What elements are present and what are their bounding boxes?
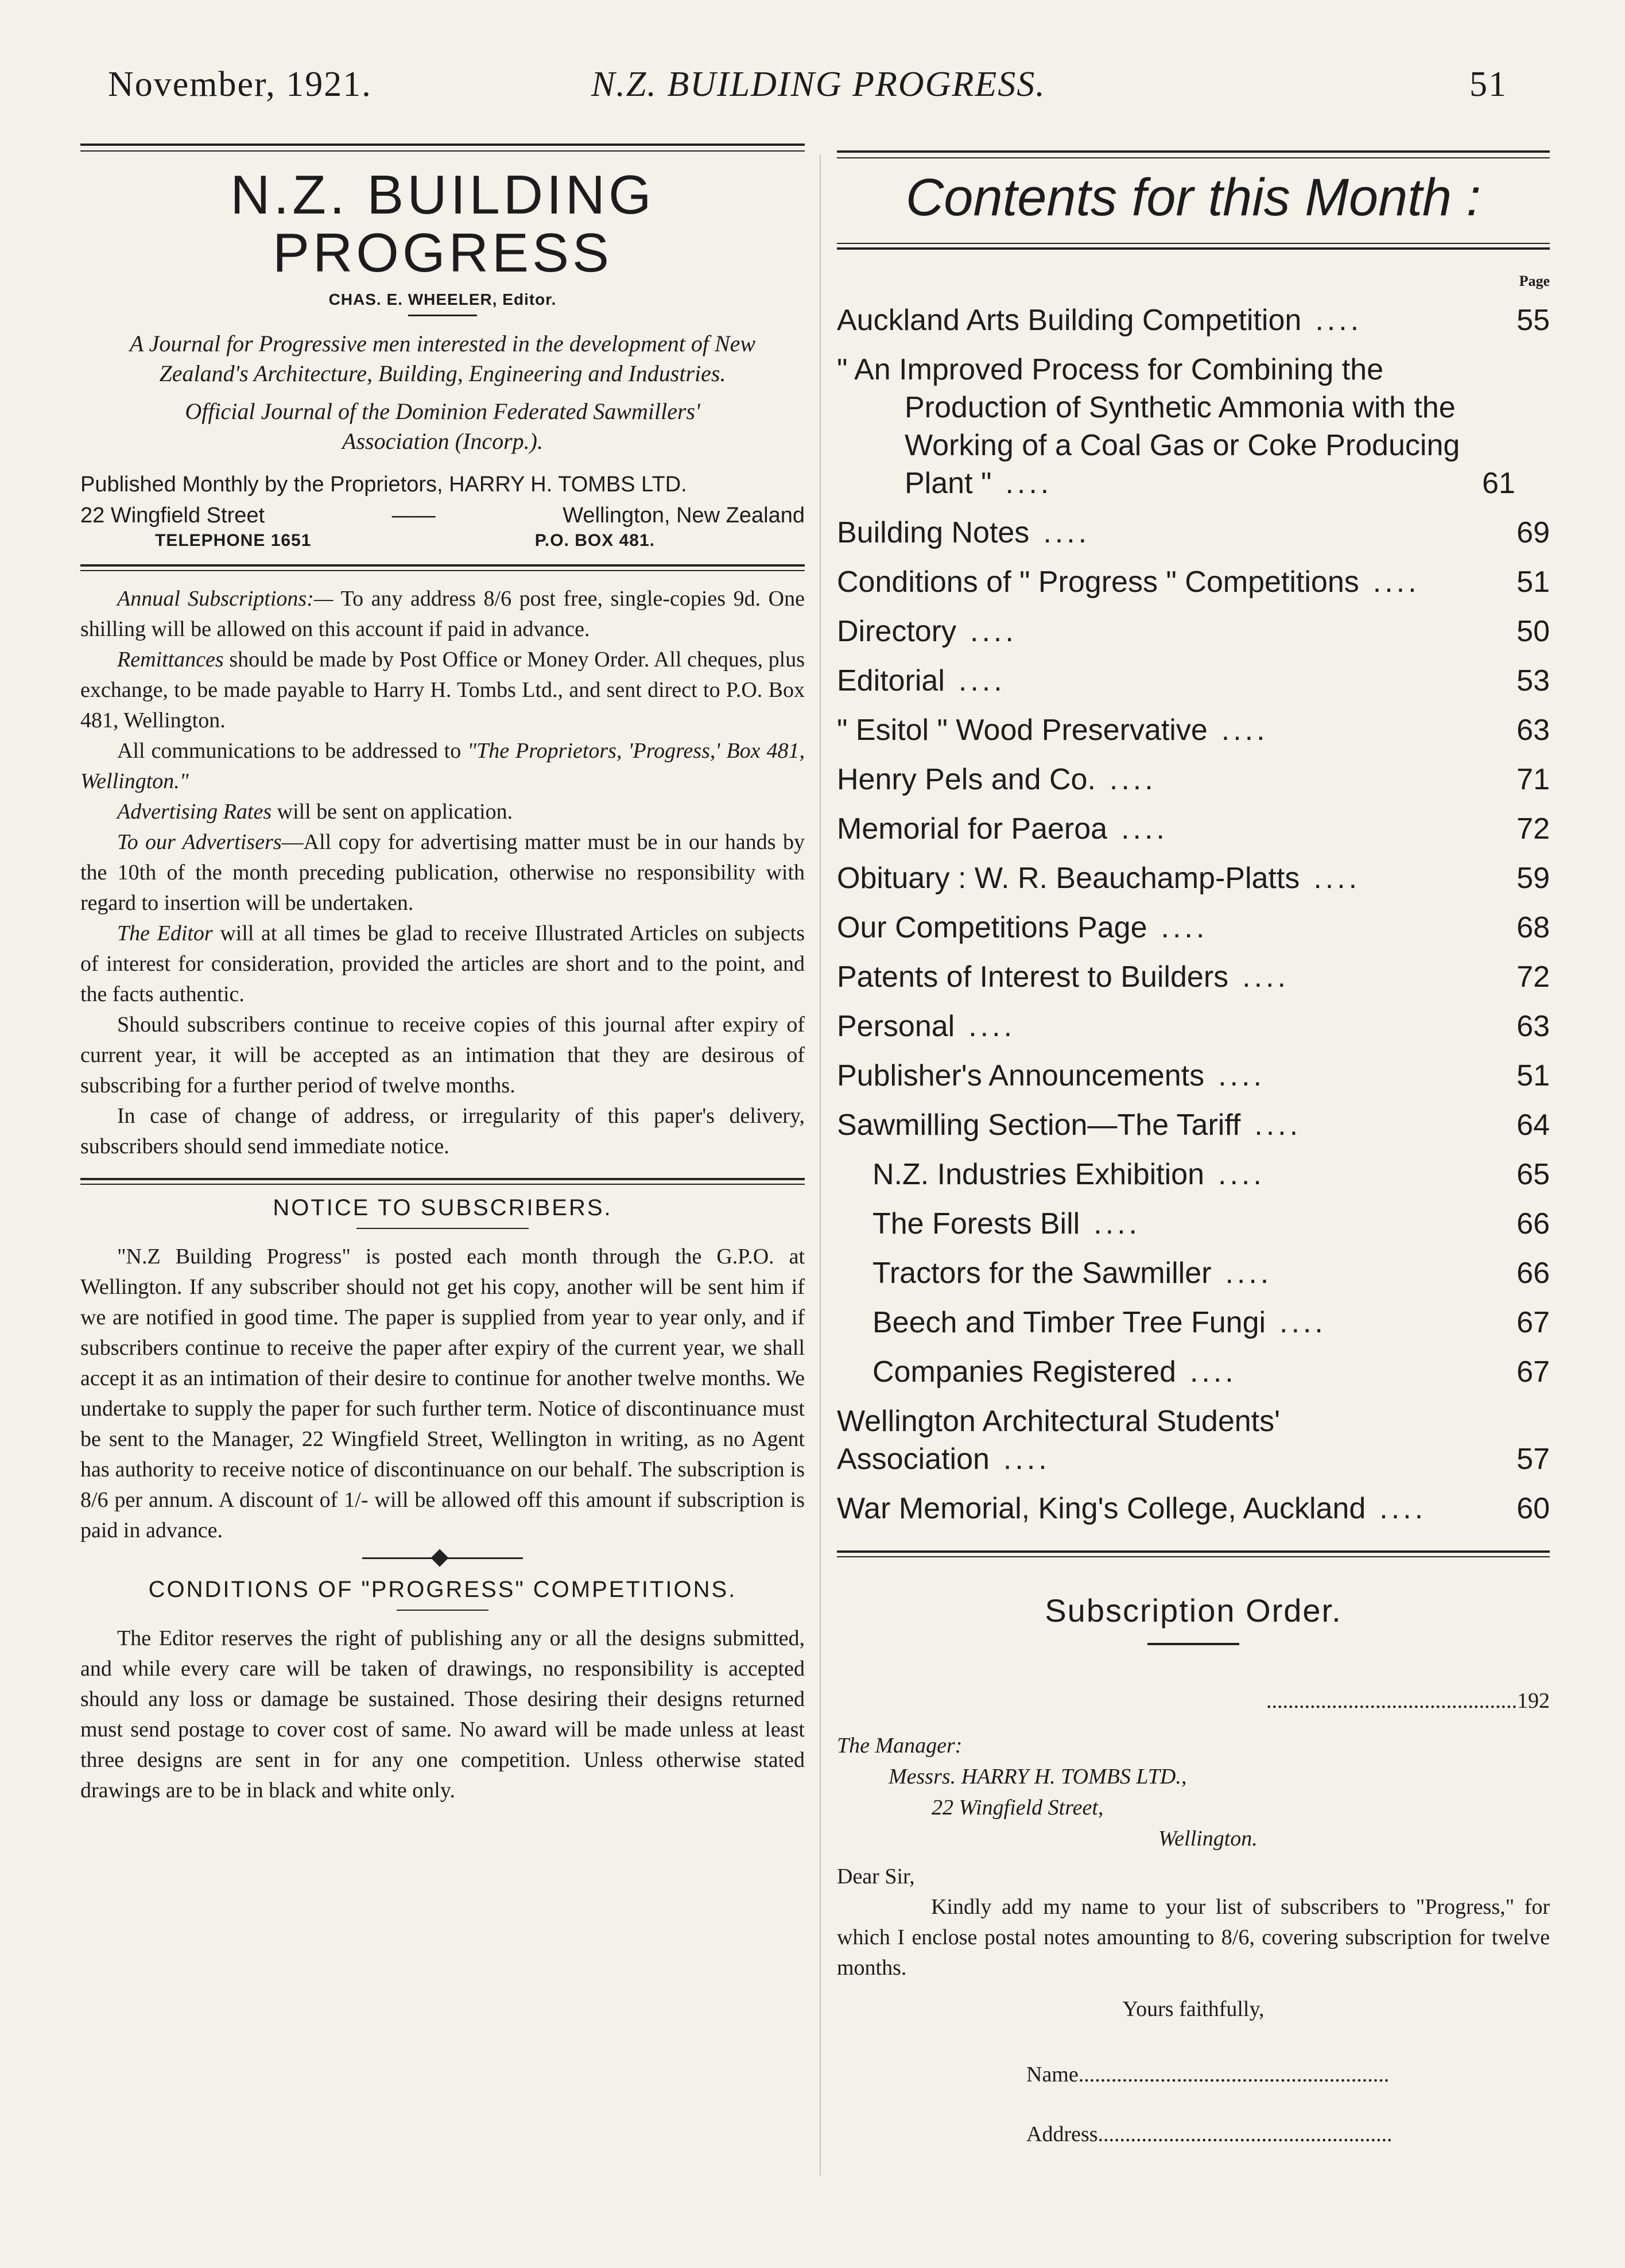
contents-item [837, 1205, 1550, 1243]
contents-item-title: The Forests Bill [872, 1207, 1080, 1240]
contents-item [837, 612, 1550, 650]
contents-item [837, 1402, 1550, 1478]
advertisers-label: To our Advertisers [117, 829, 282, 854]
contents-item-page: 59 [1517, 862, 1550, 895]
masthead-rule-2 [80, 570, 805, 571]
conditions-title-rule [397, 1610, 488, 1611]
contents-item-title: Wellington Architectural Students' Association [837, 1405, 1281, 1476]
contents-item [837, 1106, 1550, 1144]
contents-item [837, 1254, 1550, 1292]
contents-item [837, 563, 1550, 601]
contents-item-dots: .... [1372, 565, 1420, 599]
subscription-street: 22 Wingfield Street, [932, 1796, 1104, 1820]
published-by: Published Monthly by the Proprietors, HARRY H. TOMBS LTD. [80, 472, 687, 497]
contents-item-title: Patents of Interest to Builders [837, 960, 1229, 994]
header-date: November, 1921. [108, 65, 372, 104]
contents-item-page: 72 [1517, 812, 1550, 846]
advertising-label: Advertising Rates [117, 799, 272, 824]
contents-item-dots: .... [1221, 714, 1269, 747]
contents-item-page: 68 [1517, 911, 1550, 944]
notice-text: "N.Z Building Progress" is posted each month through the G.P.O. at Wellington. If any subscriber should not get his copy, another will be sent him if we are notified in good time. The paper is supplied from year to year only, and if subscribers continue to receive the paper after expiry of the current year, we shall accept it as an intimation of their desire to continue for another twelve months. We undertake to supply the paper for such further term. Notice of discontinuance must be sent to the Manager, 22 Wingfield Street, Wellington in writing, as no Agent has authority to receive notice of discontinuance on our behalf. The subscription is 8/6 per annum. A discount of 1/- will be allowed off this amount if subscription is paid in advance. [80, 1244, 805, 1542]
contents-item-dots: .... [958, 664, 1006, 697]
contents-item-title: Companies Registered [872, 1355, 1176, 1389]
contents-item-title: Building Notes [837, 516, 1030, 549]
contents-item [837, 301, 1550, 339]
contents-item [837, 1156, 1550, 1193]
contents-item-page: 60 [1517, 1492, 1550, 1525]
contents-item: " An Improved Process for Combining the Production of Synthetic Ammonia with the Working of a Coal Gas or Coke Producing Plant " .... 61 [837, 353, 1515, 500]
masthead-tagline: A Journal for Progressive men interested in the development of New Zealand's Architecture, Building, Engineering and Industries. [129, 330, 756, 386]
remittances-label: Remittances [117, 647, 224, 672]
street: 22 Wingfield Street [80, 503, 265, 528]
advertising-text: will be sent on application. [272, 799, 513, 824]
communications-address: "The Proprietors, 'Progress,' Box 481, Wellington." [80, 738, 805, 793]
notice-title: NOTICE TO SUBSCRIBERS. [273, 1195, 612, 1220]
contents-item-dots: .... [1242, 960, 1289, 994]
contents-item [837, 859, 1550, 897]
left-column [80, 155, 805, 1806]
contents-item-dots: .... [1315, 304, 1363, 337]
contents-item-dots: .... [1254, 1108, 1302, 1142]
contents-item-title: Henry Pels and Co. [837, 763, 1096, 796]
contents-item-page: 51 [1517, 1059, 1550, 1092]
contents-item-dots: .... [1121, 812, 1168, 846]
contents-item-page: 63 [1517, 1010, 1550, 1043]
contents-item-page: 69 [1517, 516, 1550, 549]
subscription-address-line[interactable]: Address...................................................... [1026, 2122, 1393, 2146]
conditions-title: CONDITIONS OF "PROGRESS" COMPETITIONS. [148, 1576, 737, 1602]
subscriptions-para [80, 584, 805, 645]
column-divider [820, 155, 821, 2176]
contents-end-rule-1 [837, 1550, 1550, 1553]
contents-item-dots: .... [968, 1010, 1016, 1043]
subscription-to: The Manager: [837, 1734, 963, 1758]
communications-text: All communications to be addressed to [117, 738, 468, 763]
contents-item [837, 1490, 1550, 1527]
subscriptions-text: To any address 8/6 post free, single-copies 9d. One shilling will be allowed on this account if paid in advance. [80, 586, 805, 641]
contents-item-title: War Memorial, King's College, Auckland [837, 1492, 1366, 1525]
contents-item-title: " An Improved Process for Combining the Production of Synthetic Ammonia with the Working of a Coal Gas or Coke Producing Plant " [837, 353, 1460, 500]
right-top-rule-1 [837, 150, 1550, 153]
masthead-rule [80, 564, 805, 567]
contents-item-page: 51 [1517, 565, 1550, 599]
contents-item [837, 909, 1550, 947]
editor-rule [408, 315, 477, 316]
renewal-para: Should subscribers continue to receive copies of this journal after expiry of current year, it will be accepted as an intimation that they are desirous of subscribing for a further period of twelve months. [80, 1012, 805, 1098]
ornament-divider [362, 1549, 523, 1567]
subscription-city: Wellington. [1158, 1827, 1258, 1851]
contents-item [837, 810, 1550, 848]
subscription-name-line[interactable]: Name......................................................... [1026, 2062, 1390, 2087]
header-journal: N.Z. BUILDING PROGRESS. [591, 65, 1046, 104]
contents-item-page: 72 [1517, 960, 1550, 994]
contents-item-title: Obituary : W. R. Beauchamp-Platts [837, 862, 1300, 895]
contents-item-page: 53 [1517, 664, 1550, 697]
contents-item-title: Personal [837, 1010, 955, 1043]
contents-item-dots: .... [1279, 1306, 1327, 1339]
notice-title-rule [356, 1228, 529, 1229]
contents-end-rule-2 [837, 1556, 1550, 1557]
contents-item-dots: .... [1218, 1158, 1265, 1191]
contents-item-title: Directory [837, 615, 957, 648]
advertising-para [80, 797, 805, 827]
contents-item-title: Beech and Timber Tree Fungi [872, 1306, 1266, 1339]
contents-rule-1 [837, 243, 1550, 244]
city: Wellington, New Zealand [563, 503, 805, 528]
subscriptions-label: Annual Subscriptions:— [117, 586, 333, 611]
contents-item-title: Sawmilling Section—The Tariff [837, 1108, 1241, 1142]
contents-rule-2 [837, 247, 1550, 250]
contents-item [837, 761, 1550, 798]
contents-page-label: Page [1519, 273, 1550, 289]
contents-item [837, 662, 1550, 700]
conditions-text: The Editor reserves the right of publishing any or all the designs submitted, and while every care will be taken of drawings, no responsibility is accepted should any loss or damage be sustained. Those desiring their designs returned must send postage to cover cost of same. No award will be made unless at least three designs are sent in for any one competition. Unless otherwise stated drawings are to be in black and white only. [80, 1626, 805, 1802]
po-box: P.O. BOX 481. [534, 530, 655, 550]
contents-item [837, 1304, 1550, 1342]
contents-item [837, 514, 1550, 552]
contents-item-dots: .... [1005, 467, 1053, 500]
advertisers-text: —All copy for advertising matter must be in our hands by the 10th of the month preceding publication, otherwise no responsibility with regard to insertion will be undertaken. [80, 829, 805, 915]
subscription-closing: Yours faithfully, [1122, 1997, 1265, 2021]
contents-item-title: Memorial for Paeroa [837, 812, 1108, 846]
contents-item-dots: .... [1218, 1059, 1265, 1092]
subscription-salutation: Dear Sir, [837, 1864, 915, 1889]
contents-item-page: 67 [1517, 1355, 1550, 1389]
subscription-title-rule [1147, 1643, 1239, 1645]
contents-item-page: 71 [1517, 763, 1550, 796]
masthead-title: N.Z. BUILDING PROGRESS [230, 164, 655, 284]
publisher-block [80, 469, 805, 550]
contents-item-page: 67 [1517, 1306, 1550, 1339]
contents-item-dots: .... [1225, 1257, 1273, 1290]
address-change-para: In case of change of address, or irregularity of this paper's delivery, subscribers should send immediate notice. [80, 1103, 805, 1158]
subscription-firm: Messrs. HARRY H. TOMBS LTD., [889, 1765, 1187, 1789]
contents-item-title: Publisher's Announcements [837, 1059, 1205, 1092]
contents-item [837, 1353, 1550, 1391]
contents-item-title: Auckland Arts Building Competition [837, 304, 1302, 337]
contents-item [837, 958, 1550, 996]
contents-item-dots: .... [1003, 1443, 1050, 1476]
contents-item [837, 1007, 1550, 1045]
contents-item-page: 57 [1517, 1443, 1550, 1476]
contents-item-title: Editorial [837, 664, 945, 697]
contents-item-dots: .... [1379, 1492, 1427, 1525]
subscription-title: Subscription Order. [1045, 1592, 1342, 1629]
remittances-para [80, 645, 805, 736]
masthead-official: Official Journal of the Dominion Federated Sawmillers' Association (Incorp.). [185, 398, 700, 454]
contents-item-page: 63 [1517, 714, 1550, 747]
advertisers-para [80, 827, 805, 918]
address-dash: —— [391, 503, 436, 528]
contents-item-page: 64 [1517, 1108, 1550, 1142]
contents-item-dots: .... [1161, 911, 1208, 944]
editor-text: will at all times be glad to receive Illustrated Articles on subjects of interest for consideration, provided the articles are short and to the point, and the facts authentic. [80, 921, 805, 1006]
header-page-number: 51 [1469, 65, 1507, 104]
contents-item-page: 50 [1517, 615, 1550, 648]
contents-item [837, 1057, 1550, 1095]
communications-para [80, 736, 805, 797]
contents-item-page: 66 [1517, 1257, 1550, 1290]
contents-item-title: Conditions of " Progress " Competitions [837, 565, 1359, 599]
notice-rule-1 [80, 1178, 805, 1180]
telephone-row [80, 531, 805, 550]
contents-item-dots: .... [1189, 1355, 1237, 1389]
contents-item-page: 55 [1517, 304, 1550, 337]
contents-item-title: " Esitol " Wood Preservative [837, 714, 1208, 747]
remittances-text: should be made by Post Office or Money Order. All cheques, plus exchange, to be made payable to Harry H. Tombs Ltd., and sent direct to P.O. Box 481, Wellington. [80, 647, 805, 732]
contents-item-dots: .... [1043, 516, 1091, 549]
contents-list [837, 301, 1550, 1527]
contents-item-dots: .... [1313, 862, 1361, 895]
notice-rule-2 [80, 1184, 805, 1185]
contents-item-title: N.Z. Industries Exhibition [872, 1158, 1205, 1191]
left-top-rule-2 [80, 150, 805, 152]
right-column [837, 155, 1550, 2150]
contents-item-title: Our Competitions Page [837, 911, 1147, 944]
contents-item-page: 66 [1517, 1207, 1550, 1240]
editor-label: The Editor [117, 921, 213, 945]
contents-item-dots: .... [970, 615, 1017, 648]
editor-para [80, 918, 805, 1010]
contents-item-dots: .... [1109, 763, 1157, 796]
contents-title: Contents for this Month : [905, 168, 1481, 227]
left-top-rule-1 [80, 144, 805, 146]
telephone: TELEPHONE 1651 [155, 530, 312, 550]
contents-item-page: 65 [1517, 1158, 1550, 1191]
address-row [80, 500, 805, 531]
contents-item-dots: .... [1093, 1207, 1141, 1240]
subscription-date-line[interactable]: ..............................................192 [1266, 1689, 1550, 1713]
masthead-editor: CHAS. E. WHEELER, Editor. [328, 290, 557, 308]
contents-item-title: Tractors for the Sawmiller [872, 1257, 1212, 1290]
contents-item [837, 711, 1550, 749]
subscription-body: Kindly add my name to your list of subscribers to "Progress," for which I enclose postal notes amounting to 8/6, covering subscription for twelve months. [837, 1895, 1550, 1980]
